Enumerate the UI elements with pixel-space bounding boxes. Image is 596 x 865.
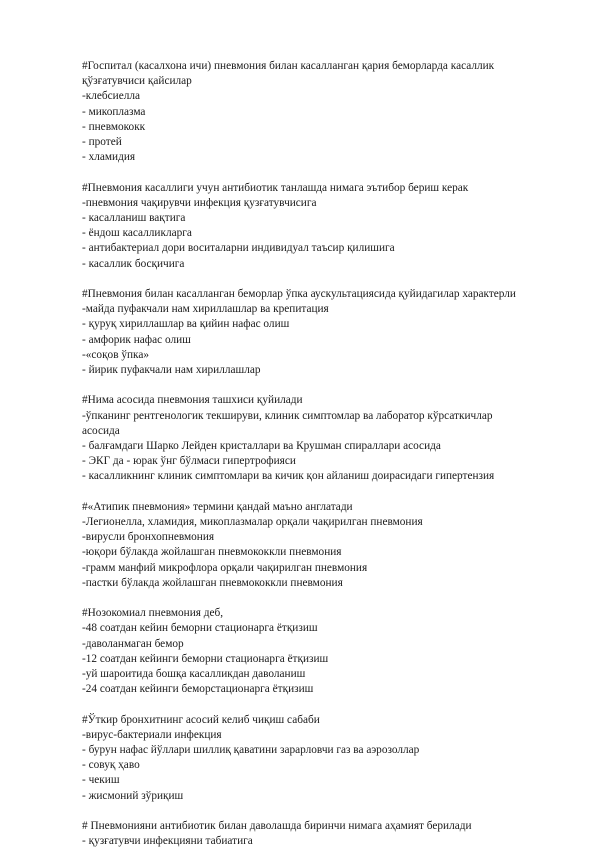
text-line: - протей [82,136,122,149]
text-line: - касалликнинг клиник симптомлари ва кичик қон айланиш доирасидаги гипертензия [82,470,495,483]
text-line: - чекиш [82,774,120,787]
text-line: -12 соатдан кейинги беморни стационарга ётқизиш [82,652,329,665]
text-line: -Легионелла, хламидия, микоплазмалар орқали чақирилган пневмония [82,516,423,529]
text-line: қўзғатувчиси қайсилар [82,75,192,88]
question-block [82,287,552,378]
question-block [82,181,552,272]
text-line: -грамм манфий микрофлора орқали чақирилган пневмония [82,561,368,574]
text-line: - ЭКГ да - юрак ўнг бўлмаси гипертрофияси [82,455,296,468]
text-line: -вирус-бактериали инфекция [82,728,222,741]
question-text: #Госпитал (касалхона ичи) пневмония билан касалланган қария беморларда касаллик [82,60,495,72]
text-line: - амфорик нафас олиш [82,333,191,346]
text-line: - пневмококк [82,120,146,133]
question-block [82,393,552,484]
question-text: #Ўткир бронхитнинг асосий келиб чиқиш сабаби [82,713,320,726]
question-text: #Пневмония билан касалланган беморлар ўпка аускультациясида қуйидагилар характерли [82,288,516,301]
text-line: -даволанмаган бемор [82,637,184,650]
text-line: - хламидия [82,151,136,164]
text-line: -24 соатдан кейинги беморстационарга ётқизиш [82,683,314,696]
text-line: - касаллик босқичига [82,257,185,270]
text-line: -юқори бўлакда жойлашган пневмококкли пневмония [82,546,342,559]
text-line: -ўпканинг рентгенологик текшируви, клиник симптомлар ва лаборатор кўрсаткичлар [82,409,493,422]
text-line: - бурун нафас йўллари шиллиқ қаватини зарарловчи газ ва аэрозоллар [82,744,420,757]
question-text: # Пневмонияни антибиотик билан даволашда биринчи нимага аҳамият берилади [82,820,472,833]
document-body [82,59,552,865]
question-text: #Пневмония касаллиги учун антибиотик танлашда нимага эътибор бериш керак [82,181,469,194]
text-line: -майда пуфакчали нам хириллашлар ва крепитация [82,303,329,316]
text-line: - йирик пуфакчали нам хириллашлар [82,364,261,377]
question-text: #Нима асосида пневмония ташхиси қуйилади [82,394,303,407]
question-text: #Нозокомиал пневмония деб, [82,607,224,620]
text-line: асосида [82,424,120,437]
text-line: - жисмоний зўриқиш [82,789,184,802]
question-block [82,59,552,165]
question-block [82,500,552,591]
text-line: -клебсиелла [82,90,141,103]
text-line: -пневмония чақирувчи инфекция қузғатувчисига [82,196,317,209]
question-block [82,819,552,849]
text-line: - совуқ ҳаво [82,759,140,772]
text-line: -уй шароитида бошқа касалликдан даволаниш [82,668,306,681]
text-line: -«соқов ўпка» [82,348,150,361]
text-line: - касалланиш вақтига [82,212,186,225]
text-line: - микоплазма [82,105,146,118]
text-line: -вирусли бронхопневмония [82,531,215,544]
question-block [82,713,552,804]
question-text: #«Атипик пневмония» термини қандай маъно англатади [82,500,353,513]
text-line: - қуруқ хириллашлар ва қийин нафас олиш [82,318,290,331]
text-line: -пастки бўлакда жойлашган пневмококкли пневмония [82,576,343,589]
text-line: - ёндош касалликларга [82,227,192,240]
text-line: - антибактериал дори воситаларни индивидуал таъсир қилишига [82,242,395,255]
question-block [82,606,552,697]
text-line: - қузғатувчи инфекцияни табиатига [82,835,253,848]
text-line: -48 соатдан кейин беморни стационарга ётқизиш [82,622,318,635]
text-line: - балғамдаги Шарко Лейден кристаллари ва Крушман спираллари асосида [82,440,441,453]
